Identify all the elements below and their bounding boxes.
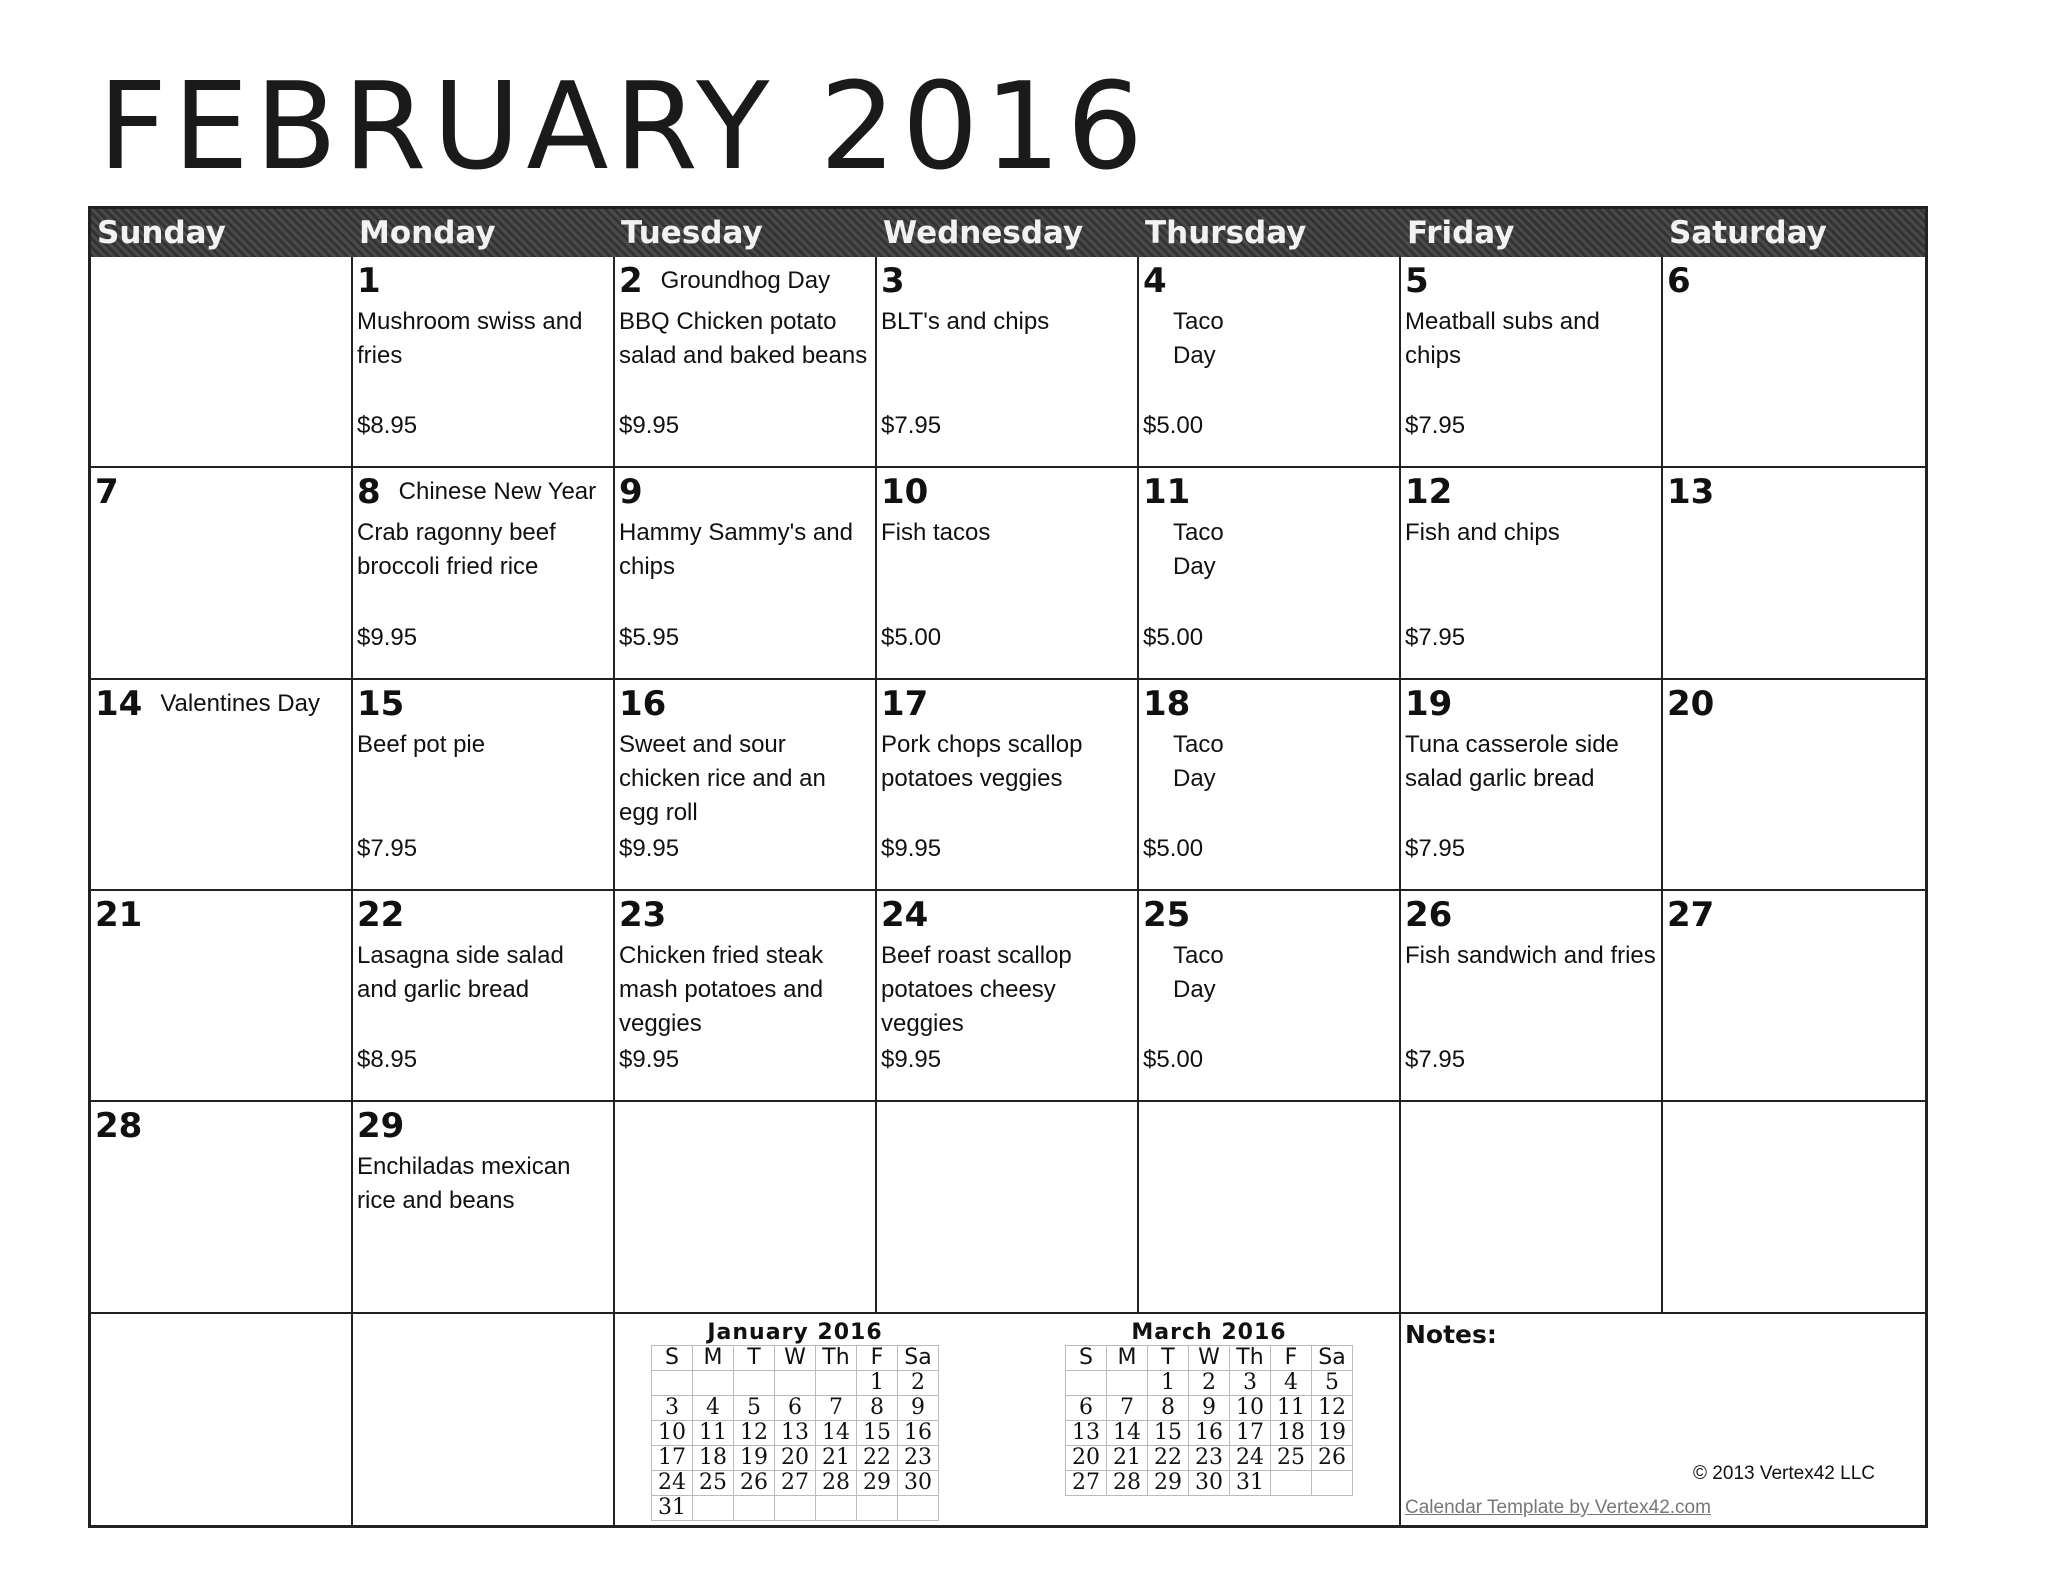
day-number: 26 xyxy=(1405,894,1453,935)
mini-day: 12 xyxy=(1312,1395,1353,1420)
mini-day: 30 xyxy=(898,1470,939,1495)
mini-weekday: T xyxy=(734,1345,775,1370)
menu-item: Fish sandwich and fries xyxy=(1405,941,1656,969)
menu-item: Taco Day xyxy=(1173,941,1224,1003)
menu-price: $5.00 xyxy=(1143,1046,1204,1074)
menu-price: $7.95 xyxy=(881,412,942,440)
menu-item: Hammy Sammy's and chips xyxy=(619,519,853,581)
day-number: 25 xyxy=(1143,894,1191,935)
mini-weekday: M xyxy=(1107,1345,1148,1370)
menu-item: BLT's and chips xyxy=(881,308,1050,335)
day-cell-empty xyxy=(877,1102,1139,1313)
mini-day: 16 xyxy=(1189,1420,1230,1445)
day-cell-10 xyxy=(877,468,1139,679)
day-number: 20 xyxy=(1667,683,1715,724)
mini-day: 23 xyxy=(898,1445,939,1470)
day-cell-5 xyxy=(1401,257,1663,468)
day-number: 21 xyxy=(95,894,143,935)
mini-day xyxy=(775,1370,816,1395)
mini-day: 3 xyxy=(652,1395,693,1420)
menu-price: $9.95 xyxy=(881,834,942,862)
mini-day: 22 xyxy=(1148,1445,1189,1470)
mini-weekday: F xyxy=(1271,1345,1312,1370)
mini-day: 10 xyxy=(652,1420,693,1445)
day-number: 3 xyxy=(881,261,905,301)
mini-day: 18 xyxy=(693,1445,734,1470)
mini-day xyxy=(693,1370,734,1395)
mini-day: 28 xyxy=(1107,1470,1148,1495)
mini-day xyxy=(816,1370,857,1395)
day-cell-12 xyxy=(1401,468,1663,679)
day-cell-23 xyxy=(615,891,877,1102)
day-number: 19 xyxy=(1405,683,1453,724)
mini-day: 20 xyxy=(1066,1445,1107,1470)
mini-day: 17 xyxy=(1230,1420,1271,1445)
copyright-text: © 2013 Vertex42 LLC xyxy=(1693,1462,1875,1484)
mini-weekday: F xyxy=(857,1345,898,1370)
mini-weekday: M xyxy=(693,1345,734,1370)
holiday-label: Groundhog Day xyxy=(660,267,831,294)
menu-item: Lasagna side salad and garlic bread xyxy=(357,941,564,1003)
day-cell-22 xyxy=(353,891,615,1102)
day-number: 5 xyxy=(1405,261,1429,301)
weekday-monday: Monday xyxy=(359,215,496,251)
day-number: 16 xyxy=(619,683,667,724)
menu-price: $9.95 xyxy=(619,834,680,862)
day-cell-29 xyxy=(353,1102,615,1313)
mini-day: 12 xyxy=(734,1420,775,1445)
day-cell-24 xyxy=(877,891,1139,1102)
mini-day: 31 xyxy=(652,1495,693,1520)
day-number: 14 xyxy=(95,683,143,724)
mini-day: 13 xyxy=(775,1420,816,1445)
mini-day: 3 xyxy=(1230,1370,1271,1395)
day-number: 18 xyxy=(1143,683,1191,724)
menu-item: Chicken fried steak mash potatoes and veggies xyxy=(619,941,824,1037)
menu-item: Beef roast scallop potatoes cheesy veggies xyxy=(881,941,1072,1037)
mini-day: 21 xyxy=(816,1445,857,1470)
menu-item: Crab ragonny beef broccoli fried rice xyxy=(357,519,556,581)
mini-day xyxy=(1107,1370,1148,1395)
mini-calendar-january xyxy=(651,1320,939,1521)
menu-item: Tuna casserole side salad garlic bread xyxy=(1405,730,1619,792)
mini-weekday: Th xyxy=(1230,1345,1271,1370)
menu-price: $7.95 xyxy=(1405,1046,1466,1074)
mini-day: 15 xyxy=(857,1420,898,1445)
notes-label: Notes: xyxy=(1405,1319,1497,1349)
day-cell-20 xyxy=(1663,680,1925,891)
mini-calendars-area xyxy=(615,1314,1401,1525)
menu-item: BBQ Chicken potato salad and baked beans xyxy=(619,308,868,369)
day-cell-4 xyxy=(1139,257,1401,468)
holiday-label: Chinese New Year xyxy=(398,478,597,506)
mini-day: 30 xyxy=(1189,1470,1230,1495)
mini-day xyxy=(693,1495,734,1520)
menu-price: $8.95 xyxy=(357,412,418,440)
mini-weekday: W xyxy=(775,1345,816,1370)
menu-price: $5.00 xyxy=(1143,412,1204,440)
mini-day xyxy=(652,1370,693,1395)
mini-day: 28 xyxy=(816,1470,857,1495)
day-number: 13 xyxy=(1667,472,1715,513)
mini-day: 26 xyxy=(734,1470,775,1495)
mini-day: 22 xyxy=(857,1445,898,1470)
day-number: 11 xyxy=(1143,472,1191,513)
mini-day: 14 xyxy=(1107,1420,1148,1445)
day-cell-7 xyxy=(91,468,353,679)
weekday-header xyxy=(91,209,1925,257)
day-number: 6 xyxy=(1667,261,1691,301)
page-title: FEBRUARY 2016 xyxy=(98,58,1150,197)
day-number: 17 xyxy=(881,683,929,724)
day-number: 28 xyxy=(95,1106,143,1147)
mini-weekday: T xyxy=(1148,1345,1189,1370)
day-cell-empty xyxy=(1663,1102,1925,1313)
mini-day: 5 xyxy=(1312,1370,1353,1395)
day-cell-25 xyxy=(1139,891,1401,1102)
mini-day: 26 xyxy=(1312,1445,1353,1470)
mini-day: 4 xyxy=(1271,1370,1312,1395)
mini-day: 1 xyxy=(1148,1370,1189,1395)
mini-day: 27 xyxy=(1066,1470,1107,1495)
mini-day: 17 xyxy=(652,1445,693,1470)
mini-day: 9 xyxy=(1189,1395,1230,1420)
mini-day: 29 xyxy=(857,1470,898,1495)
day-number: 4 xyxy=(1143,261,1167,301)
day-cell-empty xyxy=(91,257,353,468)
mini-day: 14 xyxy=(816,1420,857,1445)
day-number: 1 xyxy=(357,261,381,301)
day-number: 12 xyxy=(1405,472,1453,513)
mini-day: 18 xyxy=(1271,1420,1312,1445)
day-cell-27 xyxy=(1663,891,1925,1102)
menu-price: $7.95 xyxy=(1405,412,1466,440)
mini-day: 11 xyxy=(1271,1395,1312,1420)
day-cell-empty xyxy=(615,1102,877,1313)
mini-day xyxy=(1066,1370,1107,1395)
mini-day: 20 xyxy=(775,1445,816,1470)
menu-price: $7.95 xyxy=(1405,623,1466,651)
weekday-wednesday: Wednesday xyxy=(883,215,1084,251)
weekday-tuesday: Tuesday xyxy=(621,215,763,251)
mini-day xyxy=(775,1495,816,1520)
mini-day: 2 xyxy=(1189,1370,1230,1395)
mini-weekday: Sa xyxy=(1312,1345,1353,1370)
mini-day: 6 xyxy=(775,1395,816,1420)
day-number: 10 xyxy=(881,472,929,513)
day-grid xyxy=(91,257,1925,1525)
menu-price: $9.95 xyxy=(357,623,418,651)
menu-item: Pork chops scallop potatoes veggies xyxy=(881,730,1083,792)
mini-day: 24 xyxy=(652,1470,693,1495)
day-cell-13 xyxy=(1663,468,1925,679)
mini-day: 7 xyxy=(1107,1395,1148,1420)
day-cell-empty xyxy=(1401,1102,1663,1313)
menu-price: $8.95 xyxy=(357,1046,418,1074)
menu-price: $7.95 xyxy=(1405,834,1466,862)
mini-day: 11 xyxy=(693,1420,734,1445)
mini-weekday: Sa xyxy=(898,1345,939,1370)
mini-day: 29 xyxy=(1148,1470,1189,1495)
mini-day xyxy=(734,1495,775,1520)
day-cell-28 xyxy=(91,1102,353,1313)
day-number: 24 xyxy=(881,894,929,935)
day-cell-17 xyxy=(877,680,1139,891)
mini-day: 19 xyxy=(734,1445,775,1470)
menu-price: $9.95 xyxy=(619,1046,680,1074)
menu-price: $9.95 xyxy=(881,1046,942,1074)
weekday-sunday: Sunday xyxy=(97,215,226,251)
menu-price: $5.00 xyxy=(1143,623,1204,651)
menu-price: $7.95 xyxy=(357,834,418,862)
day-cell-3 xyxy=(877,257,1139,468)
day-number: 15 xyxy=(357,683,405,724)
menu-item: Beef pot pie xyxy=(357,730,486,758)
day-cell-14 xyxy=(91,680,353,891)
menu-price: $9.95 xyxy=(619,412,680,440)
notes-area xyxy=(1401,1314,1925,1525)
mini-day xyxy=(816,1495,857,1520)
day-number: 7 xyxy=(95,472,119,513)
menu-item: Meatball subs and chips xyxy=(1405,308,1600,369)
mini-day: 25 xyxy=(693,1470,734,1495)
mini-day: 2 xyxy=(898,1370,939,1395)
template-credit-link[interactable]: Calendar Template by Vertex42.com xyxy=(1405,1496,1711,1518)
mini-weekday: Th xyxy=(816,1345,857,1370)
mini-weekday: S xyxy=(1066,1345,1107,1370)
day-cell-18 xyxy=(1139,680,1401,891)
day-number: 8 xyxy=(357,472,381,513)
mini-calendar-table xyxy=(651,1345,939,1521)
menu-item: Taco Day xyxy=(1173,308,1224,369)
day-cell-empty xyxy=(91,1314,353,1525)
menu-price: $5.00 xyxy=(1143,834,1204,862)
mini-calendar-title: March 2016 xyxy=(1131,1319,1287,1345)
day-cell-15 xyxy=(353,680,615,891)
day-cell-8 xyxy=(353,468,615,679)
menu-price: $5.95 xyxy=(619,623,680,651)
day-number: 9 xyxy=(619,472,643,513)
menu-item: Taco Day xyxy=(1173,730,1224,792)
day-number: 29 xyxy=(357,1106,405,1147)
mini-day: 21 xyxy=(1107,1445,1148,1470)
mini-day: 6 xyxy=(1066,1395,1107,1420)
mini-weekday: S xyxy=(652,1345,693,1370)
holiday-label: Valentines Day xyxy=(160,689,320,717)
menu-item: Fish tacos xyxy=(881,519,991,547)
mini-day: 24 xyxy=(1230,1445,1271,1470)
day-cell-21 xyxy=(91,891,353,1102)
calendar-grid xyxy=(88,206,1928,1528)
day-cell-empty xyxy=(1139,1102,1401,1313)
mini-day: 5 xyxy=(734,1395,775,1420)
mini-day: 7 xyxy=(816,1395,857,1420)
day-cell-1 xyxy=(353,257,615,468)
mini-day: 25 xyxy=(1271,1445,1312,1470)
mini-day: 9 xyxy=(898,1395,939,1420)
weekday-thursday: Thursday xyxy=(1145,215,1307,251)
mini-weekday: W xyxy=(1189,1345,1230,1370)
mini-day: 1 xyxy=(857,1370,898,1395)
mini-day: 8 xyxy=(857,1395,898,1420)
mini-day xyxy=(1271,1470,1312,1495)
mini-day xyxy=(1312,1470,1353,1495)
mini-day: 10 xyxy=(1230,1395,1271,1420)
day-cell-19 xyxy=(1401,680,1663,891)
mini-day: 8 xyxy=(1148,1395,1189,1420)
day-cell-16 xyxy=(615,680,877,891)
menu-item: Fish and chips xyxy=(1405,519,1560,547)
mini-calendar-table xyxy=(1065,1345,1353,1496)
mini-day: 13 xyxy=(1066,1420,1107,1445)
day-cell-26 xyxy=(1401,891,1663,1102)
day-cell-empty xyxy=(353,1314,615,1525)
mini-day: 4 xyxy=(693,1395,734,1420)
mini-day: 15 xyxy=(1148,1420,1189,1445)
day-cell-11 xyxy=(1139,468,1401,679)
mini-day: 23 xyxy=(1189,1445,1230,1470)
weekday-friday: Friday xyxy=(1407,215,1515,251)
day-number: 27 xyxy=(1667,894,1715,935)
mini-day xyxy=(734,1370,775,1395)
day-cell-9 xyxy=(615,468,877,679)
day-number: 22 xyxy=(357,894,405,935)
day-cell-2 xyxy=(615,257,877,468)
day-number: 23 xyxy=(619,894,667,935)
menu-item: Enchiladas mexican rice and beans xyxy=(357,1153,571,1215)
mini-day: 31 xyxy=(1230,1470,1271,1495)
mini-day xyxy=(857,1495,898,1520)
menu-price: $5.00 xyxy=(881,623,942,651)
day-number: 2 xyxy=(619,261,643,301)
menu-item: Taco Day xyxy=(1173,519,1224,581)
mini-calendar-title: January 2016 xyxy=(707,1319,883,1345)
mini-calendar-march xyxy=(1065,1320,1353,1496)
weekday-saturday: Saturday xyxy=(1669,215,1827,251)
mini-day: 19 xyxy=(1312,1420,1353,1445)
mini-day: 27 xyxy=(775,1470,816,1495)
day-cell-6 xyxy=(1663,257,1925,468)
mini-day xyxy=(898,1495,939,1520)
menu-item: Sweet and sour chicken rice and an egg roll xyxy=(619,730,826,826)
mini-day: 16 xyxy=(898,1420,939,1445)
menu-item: Mushroom swiss and fries xyxy=(357,308,583,369)
